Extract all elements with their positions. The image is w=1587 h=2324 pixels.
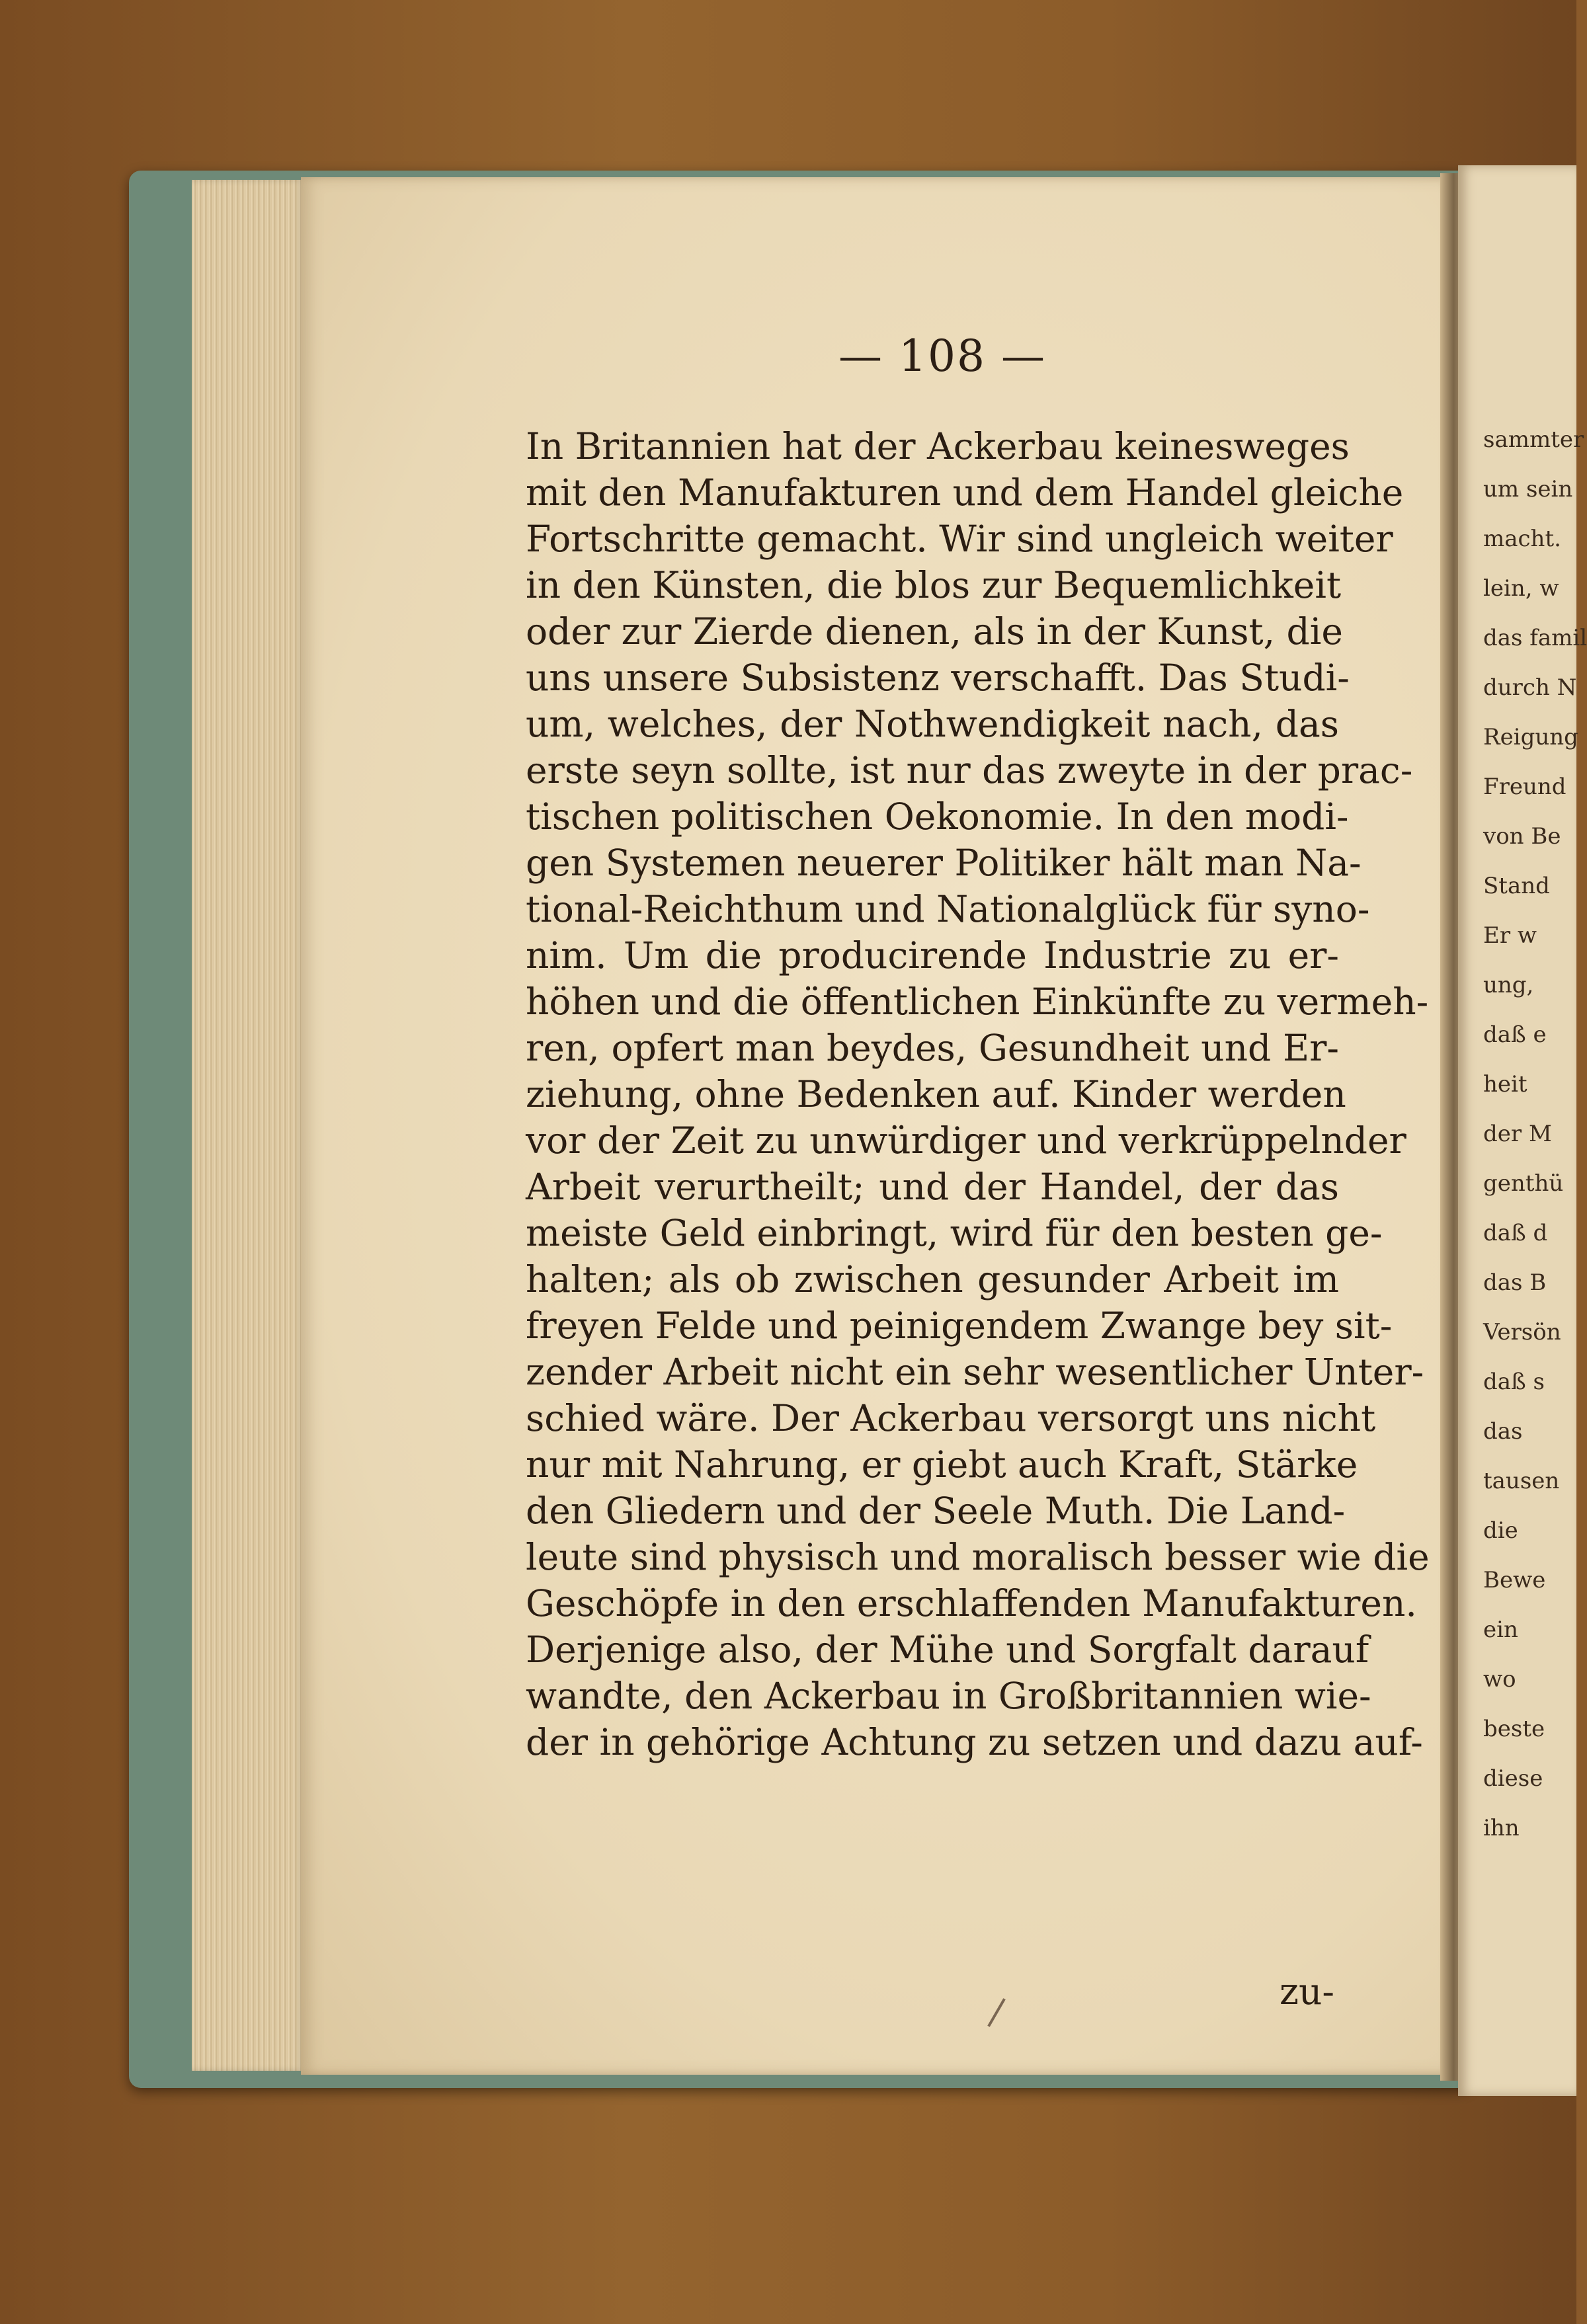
next-page-line: das famil [1483, 625, 1587, 651]
text-line: meiste Geld einbringt, wird für den besten ge- [526, 1212, 1383, 1254]
next-page-line: heit [1483, 1071, 1527, 1098]
next-page-fragment [1458, 165, 1587, 2096]
next-page-line: ihn [1483, 1815, 1520, 1841]
text-line: mit den Manufakturen und dem Handel gleiche [526, 471, 1404, 514]
next-page-line: die [1483, 1517, 1518, 1544]
next-page-line: der M [1483, 1121, 1552, 1147]
next-page-line: wo [1483, 1666, 1516, 1693]
text-line: uns unsere Subsistenz verschafft. Das Studi- [526, 657, 1350, 699]
text-line: Fortschritte gemacht. Wir sind ungleich weiter [526, 518, 1393, 560]
next-page-line: ein [1483, 1617, 1518, 1643]
next-page-line: daß e [1483, 1022, 1547, 1048]
next-page-line: genthü [1483, 1170, 1564, 1197]
next-page-line: diese [1483, 1765, 1543, 1792]
text-line: um, welches, der Nothwendigkeit nach, das [526, 703, 1339, 745]
text-line: In Britannien hat der Ackerbau keinesweges [526, 425, 1350, 467]
text-line: höhen und die öffentlichen Einkünfte zu vermeh- [526, 981, 1429, 1023]
text-line: wandte, den Ackerbau in Großbritannien wie- [526, 1675, 1371, 1717]
next-page-line: Stand [1483, 873, 1550, 899]
text-line: ren, opfert man beydes, Gesundheit und Er- [526, 1027, 1339, 1069]
text-line: nur mit Nahrung, er giebt auch Kraft, Stärke [526, 1443, 1358, 1486]
text-line: nim. Um die producirende Industrie zu er- [526, 934, 1339, 977]
next-page-line: lein, w [1483, 575, 1559, 602]
text-line: freyen Felde und peinigendem Zwange bey sit- [526, 1304, 1393, 1347]
next-page-line: daß d [1483, 1220, 1548, 1246]
text-line: oder zur Zierde dienen, als in der Kunst, die [526, 610, 1343, 653]
text-line: zender Arbeit nicht ein sehr wesentlicher Unter- [526, 1351, 1424, 1393]
text-line: der in gehörige Achtung zu setzen und dazu auf- [526, 1721, 1423, 1763]
text-line: in den Künsten, die blos zur Bequemlichkeit [526, 564, 1342, 606]
text-line: tischen politischen Oekonomie. In den modi- [526, 795, 1349, 838]
page-number-header: — 108 — [838, 331, 1046, 381]
text-line: halten; als ob zwischen gesunder Arbeit im [526, 1258, 1339, 1301]
next-page-line: von Be [1483, 823, 1561, 850]
text-line: Arbeit verurtheilt; und der Handel, der das [526, 1166, 1339, 1208]
next-page-line: daß s [1483, 1369, 1545, 1395]
next-page-line: macht. [1483, 526, 1561, 552]
text-line: tional-Reichthum und Nationalglück für syno- [526, 888, 1370, 930]
text-line: schied wäre. Der Ackerbau versorgt uns nicht [526, 1397, 1376, 1439]
next-page-line: Bewe [1483, 1567, 1546, 1593]
text-line: gen Systemen neuerer Politiker hält man Na- [526, 842, 1362, 884]
next-page-line: durch N [1483, 674, 1577, 701]
text-line: vor der Zeit zu unwürdiger und verkrüppelnder [526, 1119, 1406, 1162]
next-page-line: um sein [1483, 476, 1573, 502]
text-line: leute sind physisch und moralisch besser wie die [526, 1536, 1430, 1578]
next-page-line: Versön [1483, 1319, 1561, 1345]
next-page-line: das [1483, 1418, 1523, 1445]
next-page-line: sammter [1483, 426, 1584, 453]
next-page-line: Reigung [1483, 724, 1578, 750]
next-page-line: ung, [1483, 972, 1534, 998]
text-line: Geschöpfe in den erschlaffenden Manufakturen. [526, 1582, 1417, 1624]
text-line: ziehung, ohne Bedenken auf. Kinder werden [526, 1073, 1346, 1115]
next-page-line: beste [1483, 1716, 1545, 1742]
text-line: den Gliedern und der Seele Muth. Die Land- [526, 1490, 1346, 1532]
text-line: Derjenige also, der Mühe und Sorgfalt darauf [526, 1628, 1369, 1671]
catchword: zu- [1280, 1970, 1334, 2013]
next-page-line: Freund [1483, 774, 1567, 800]
next-page-line: das B [1483, 1269, 1547, 1296]
page-edges [192, 180, 304, 2071]
text-line: erste seyn sollte, ist nur das zweyte in der prac- [526, 749, 1413, 791]
next-page-line: tausen [1483, 1468, 1560, 1494]
next-page-line: Er w [1483, 922, 1537, 949]
